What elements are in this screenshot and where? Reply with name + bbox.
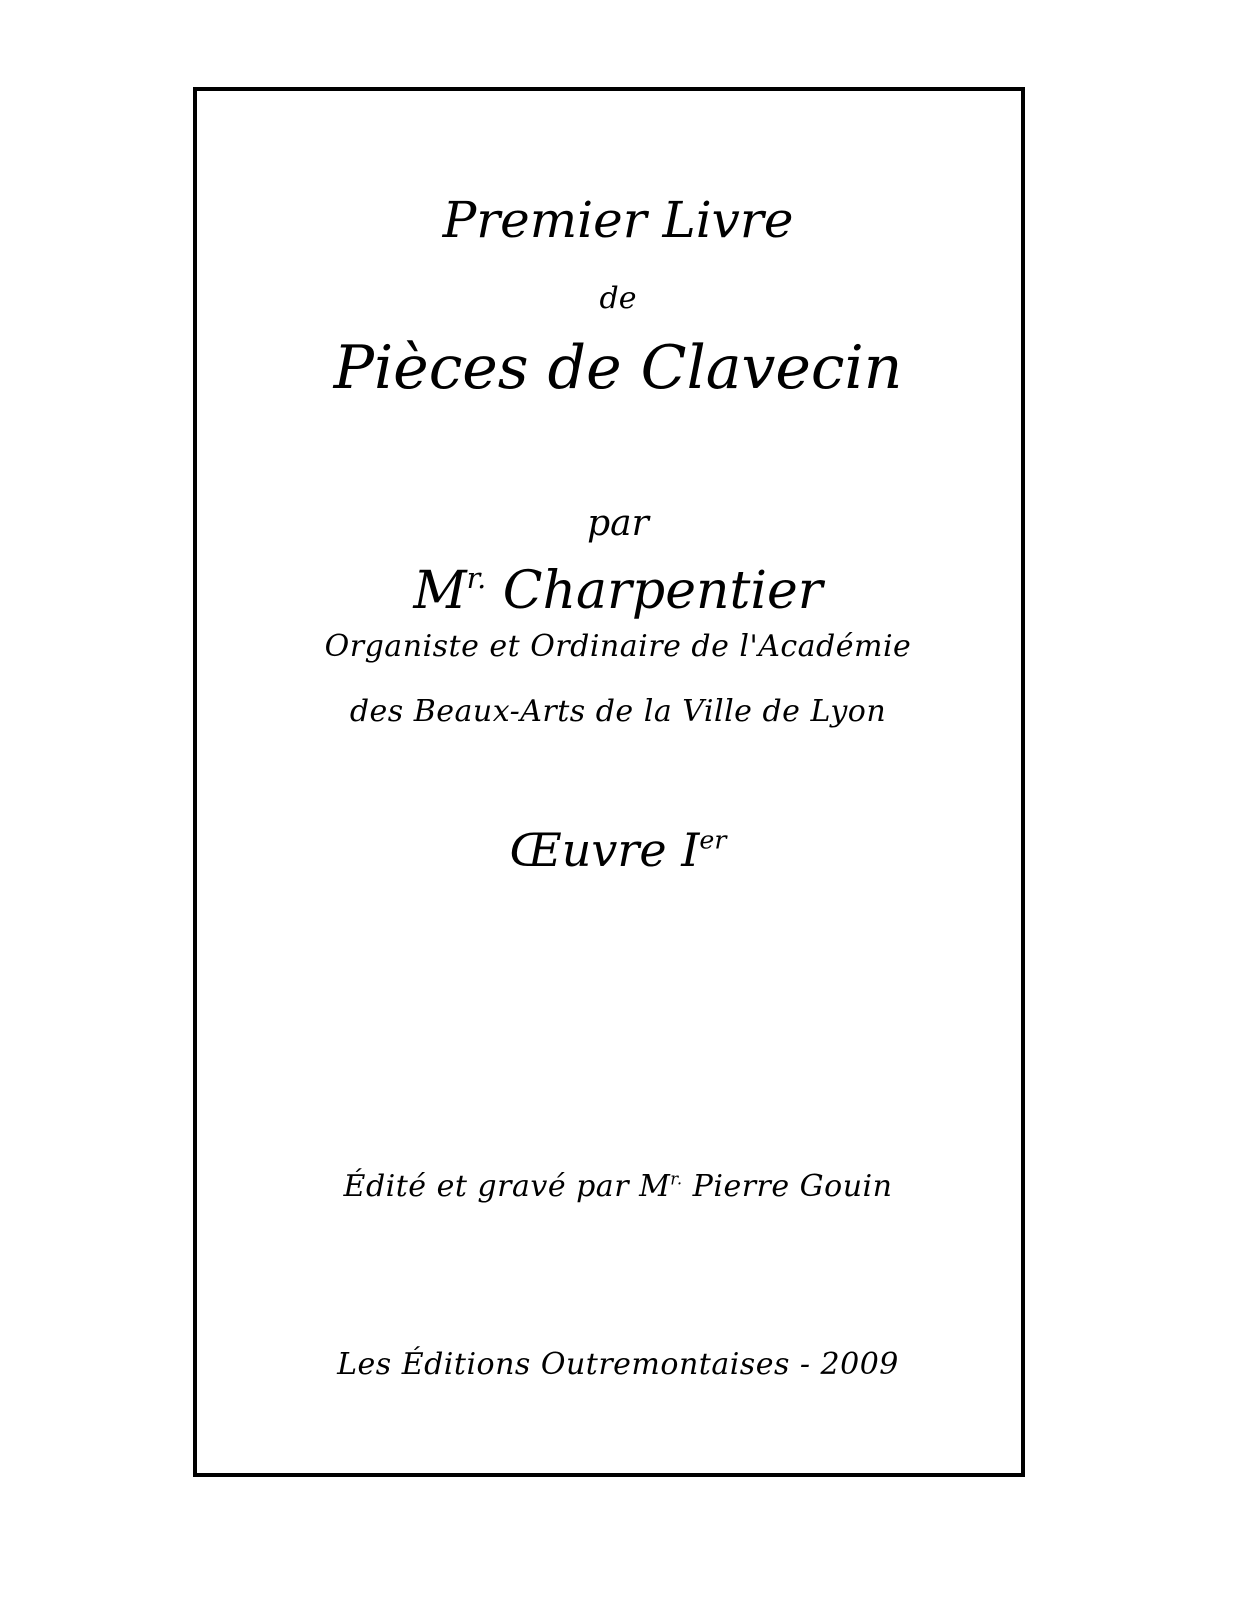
- editor-sup: r.: [670, 1169, 683, 1189]
- par-label: par: [587, 503, 649, 544]
- title-de: de: [599, 281, 637, 316]
- author-name: [0, 560, 1236, 621]
- title-premier-livre: Premier Livre: [442, 191, 794, 249]
- author-surname: Charpentier: [486, 561, 823, 621]
- author-prefix: M: [413, 561, 467, 621]
- opus-number: [0, 823, 1236, 877]
- editor-after: Pierre Gouin: [682, 1169, 893, 1204]
- opus-sup: er: [699, 825, 727, 855]
- affiliation-line-2: des Beaux-Arts de la Ville de Lyon: [349, 694, 887, 729]
- affiliation-line-1: Organiste et Ordinaire de l'Académie: [324, 629, 912, 664]
- editor-credit: [0, 1169, 1236, 1204]
- title-pieces-de-clavecin: Pièces de Clavecin: [333, 333, 903, 403]
- author-prefix-sup: r.: [466, 560, 487, 595]
- opus-main: Œuvre I: [509, 823, 700, 877]
- publisher-line: Les Éditions Outremontaises - 2009: [337, 1347, 899, 1382]
- editor-before: Édité et gravé par M: [343, 1169, 671, 1204]
